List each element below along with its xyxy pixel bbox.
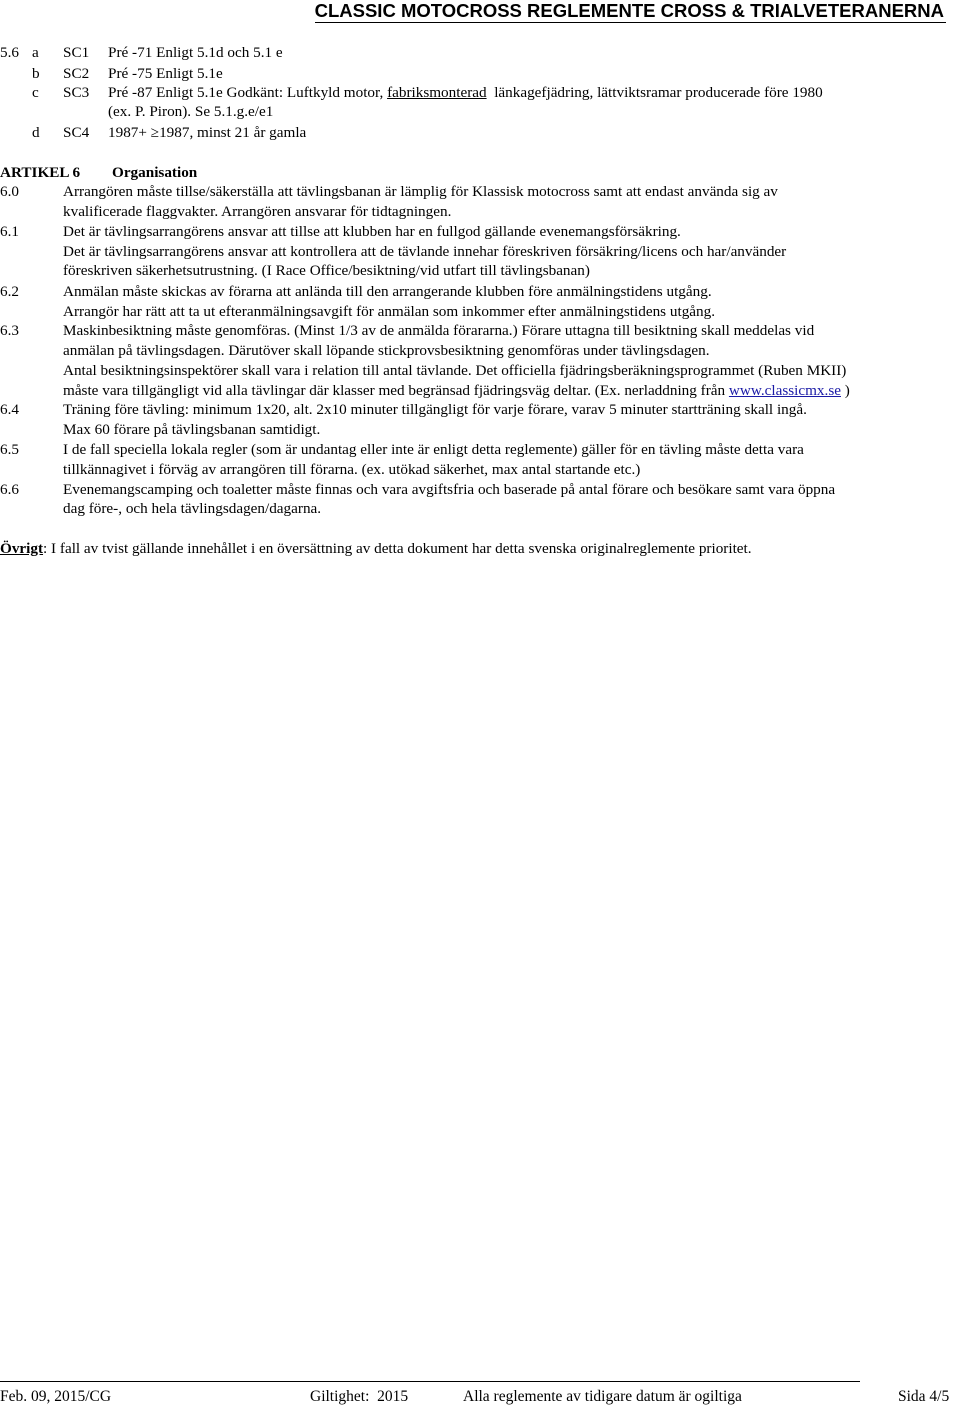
class-description: Pré -75 Enligt 5.1e — [108, 65, 223, 82]
item-letter: b — [32, 65, 40, 82]
paragraph-number: 6.1 — [0, 223, 19, 240]
footer-page-number: Sida 4/5 — [898, 1388, 950, 1405]
paragraph-line: anmälan på tävlingsdagen. Därutöver skall löpande stickprovsbesiktning genomföras under tävlingsdagen. — [63, 342, 710, 359]
paragraph-line: Det är tävlingsarrangörens ansvar att kontrollera att de tävlande innehar föreskriven försäkring/licens och har/använder — [63, 243, 787, 260]
paragraph-line: Evenemangscamping och toaletter måste finnas och vara avgiftsfria och baserade på antal förare och besökare samt vara öppna — [63, 481, 836, 498]
paragraph-number: 6.3 — [0, 322, 19, 339]
paragraph-line: Arrangör har rätt att ta ut efteranmälningsavgift för anmälan som inkommer efter anmälningstidens utgång. — [63, 303, 716, 320]
paragraph-line: Anmälan måste skickas av förarna att anlända till den arrangerande klubben före anmälningstidens utgång. — [63, 283, 712, 300]
footer-note: Alla reglemente av tidigare datum är ogiltiga — [463, 1388, 742, 1405]
section-number: 5.6 — [0, 44, 19, 61]
paragraph-line: Antal besiktningsinspektörer skall vara i relation till antal tävlande. Det officiella fjädringsberäkningsprogrammet (Ruben MKII) — [63, 362, 847, 379]
ovrigt-paragraph — [0, 539, 752, 558]
paragraph-line: dag före-, och hela tävlingsdagen/dagarna. — [63, 500, 322, 517]
class-description-continuation: (ex. P. Piron). Se 5.1.g.e/e1 — [108, 103, 274, 120]
classicmx-link[interactable]: www.classicmx.se — [728, 382, 841, 399]
paragraph-line: Arrangören måste tillse/säkerställa att tävlingsbanan är lämplig för Klassisk motocross samt att endast använda sig av — [63, 183, 778, 200]
footer-divider — [0, 1381, 860, 1382]
text-segment: måste vara tillgängligt vid alla tävlingar där klasser med begränsad fjädringsväg deltar. (Ex. nerladdning från — [63, 382, 729, 399]
footer-date: Feb. 09, 2015/CG — [0, 1388, 112, 1405]
paragraph-number: 6.0 — [0, 183, 19, 200]
document-header-title: CLASSIC MOTOCROSS REGLEMENTE CROSS & TRIALVETERANERNA — [314, 0, 944, 21]
class-label: SC3 — [63, 84, 90, 101]
paragraph-number: 6.2 — [0, 283, 19, 300]
article-title: Organisation — [112, 164, 198, 181]
item-letter: c — [32, 84, 39, 101]
paragraph-line: I de fall speciella lokala regler (som är undantag eller inte är enligt detta reglemente) gäller för en tävling måste detta vara — [63, 441, 804, 458]
class-description: Pré -71 Enligt 5.1d och 5.1 e — [108, 44, 283, 61]
ovrigt-text: : I fall av tvist gällande innehållet i en översättning av detta dokument har detta svenska originalreglemente prioritet. — [43, 540, 752, 557]
class-description — [108, 83, 823, 102]
item-letter: d — [32, 124, 40, 141]
paragraph-number: 6.5 — [0, 441, 19, 458]
paragraph-line: föreskriven säkerhetsutrustning. (I Race Office/besiktning/vid utfart till tävlingsbanan) — [63, 262, 590, 279]
paragraph-line: Max 60 förare på tävlingsbanan samtidigt. — [63, 421, 321, 438]
class-label: SC2 — [63, 65, 90, 82]
class-description: 1987+ ≥1987, minst 21 år gamla — [108, 124, 307, 141]
article-label: ARTIKEL 6 — [0, 164, 81, 181]
class-label: SC4 — [63, 124, 90, 141]
paragraph-line: Maskinbesiktning måste genomföras. (Minst 1/3 av de anmälda förararna.) Förare uttagna till besiktning skall meddelas vid — [63, 322, 815, 339]
paragraph-line: tillkännagivet i förväg av arrangören till förarna. (ex. utökad säkerhet, max antal startande etc.) — [63, 461, 641, 478]
underlined-text: fabriksmonterad — [387, 84, 487, 101]
class-label: SC1 — [63, 44, 90, 61]
paragraph-line: kvalificerade flaggvakter. Arrangören ansvarar för tidtagningen. — [63, 203, 452, 220]
paragraph-line: Träning före tävling: minimum 1x20, alt. 2x10 minuter tillgängligt för varje förare, varav 5 minuter startträning skall ingå. — [63, 401, 807, 418]
text-segment: ) — [840, 382, 850, 399]
paragraph-line — [63, 381, 850, 400]
text-segment: länkagefjädring, lättviktsramar producerade före 1980 — [486, 84, 823, 101]
ovrigt-label: Övrigt — [0, 540, 44, 557]
text-segment: Pré -87 Enligt 5.1e Godkänt: Luftkyld motor, — [108, 84, 388, 101]
footer-validity: Giltighet: 2015 — [310, 1388, 409, 1405]
paragraph-number: 6.6 — [0, 481, 19, 498]
item-letter: a — [32, 44, 39, 61]
paragraph-number: 6.4 — [0, 401, 19, 418]
paragraph-line: Det är tävlingsarrangörens ansvar att tillse att klubben har en fullgod gällande evenemangsförsäkring. — [63, 223, 681, 240]
